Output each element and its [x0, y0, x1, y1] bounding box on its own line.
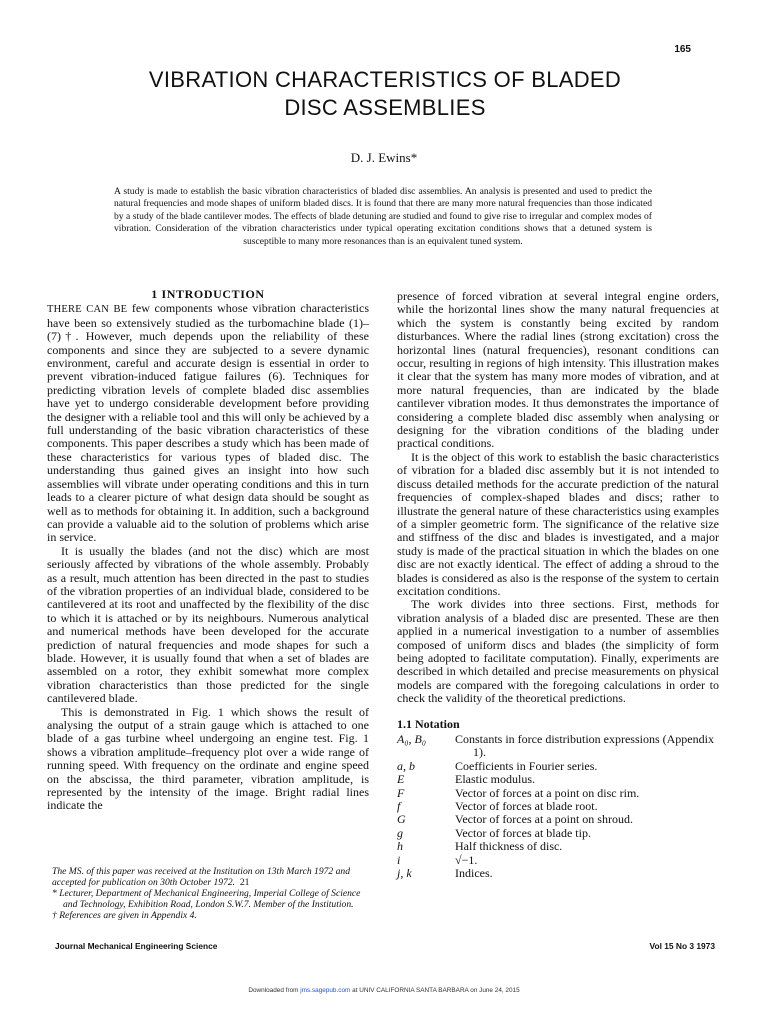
intro-paragraph-2: It is usually the blades (and not the disc) which are most seriously affected by vibrations of the whole assembly. Probably as a result, much attention has been directed in the past to studies of the vibration properties of an individual blade, considered to be cantilevered at its root and unaffected by the flexibility of the disc to which it is attached or by its neighbours. Numerous analytical and numerical methods have been developed for the accurate prediction of natural frequencies and mode shapes for such a blade. However, it is usually found that when a set of blades are assembled on a rotor, they exhibit somewhat more complex vibration characteristics than those predicted for the single cantilevered blade. [47, 543, 369, 706]
paper-title [60, 66, 710, 121]
notation-definition: Elastic modulus. [455, 772, 535, 787]
notation-definition: Indices. [455, 866, 493, 881]
notation-definition: √−1. [455, 852, 478, 867]
intro-paragraph-5: It is the object of this work to establish the basic characteristics of vibration for a bladed disc assembly but it is not intended to discuss detailed methods for the accurate prediction of the natural frequencies of complex-shaped blades and discs; rather to illustrate the general nature of these characteristics using examples of a simpler geometric form. The significance of the relative size and stiffness of the disc and blades is investigated, and a major study is made of the practical situation in which the blades on one disc are not exactly identical. The effect of adding a shroud to the blades is considered as also is the response of the system to certain excitation conditions. [397, 449, 719, 598]
right-column [397, 290, 719, 880]
download-prefix: Downloaded from [248, 987, 301, 994]
notation-symbol: G [397, 812, 406, 827]
footnote-received-number: 21 [239, 877, 250, 888]
footnotes [52, 866, 372, 921]
notation-symbol: a, b [397, 758, 415, 773]
notation-definition: Constants in force distribution expressions (Appendix 1). [455, 732, 714, 760]
footnote-received-text: The MS. of this paper was received at the Institution on 13th March 1972 and accepted for publication on 30th October 1972. [52, 866, 350, 888]
notation-symbol: g [397, 825, 403, 840]
notation-list [397, 733, 719, 880]
intro-paragraph-3: This is demonstrated in Fig. 1 which shows the result of analysing the output of a strain gauge which is attached to one blade of a gas turbine wheel undergoing an engine test. Fig. 1 shows a vibration amplitude–frequency plot over a wide range of running speed. With frequency on the ordinate and engine speed on the abscissa, the third parameter, vibration amplitude, is represented by the intensity of the image. Bright radial lines indicate the [47, 704, 369, 813]
download-suffix: at UNIV CALIFORNIA SANTA BARBARA on June 24, 2015 [350, 987, 520, 994]
title-line-1: VIBRATION CHARACTERISTICS OF BLADED [148, 67, 622, 92]
notation-heading: 1.1 Notation [397, 716, 460, 731]
notation-symbol: j, k [397, 866, 412, 881]
notation-symbol: A₀, B₀ [397, 732, 427, 746]
notation-definition: Vector of forces at blade root. [455, 799, 598, 814]
notation-symbol: h [397, 839, 403, 854]
notation-symbol: E [397, 772, 405, 787]
download-notice [0, 987, 768, 994]
notation-definition: Vector of forces at a point on disc rim. [455, 785, 640, 800]
notation-definition: Vector of forces at blade tip. [455, 825, 591, 840]
notation-definition: Half thickness of disc. [455, 839, 563, 854]
abstract: A study is made to establish the basic vibration characteristics of bladed disc assemblies. An analysis is presented and used to predict the natural frequencies and mode shapes of uniform bladed discs. It is found that there are many more natural frequencies than those indicated by a study of the blade cantilever modes. The effects of blade detuning are studied and found to give rise to irregular and complex modes of vibration. Consideration of the vibration characteristics under typical operating excitation conditions shows that a detuned system is susceptible to many more resonances than is an equivalent tuned system. [114, 186, 652, 247]
intro-paragraph-4: presence of forced vibration at several integral engine orders, while the horizontal lines show the many natural frequencies at which the system is constantly being excited by random disturbances. Where the radial lines (strong excitation) cross the horizontal lines (natural frequencies), resonant conditions can occur, resulting in regions of high intensity. This illustration makes it clear that the system has many more modes of vibration, and at more natural frequencies, than are indicated by the blade cantilever vibration modes. It thus demonstrates the importance of considering a complete bladed disc assembly when analysing or designing for the vibration conditions of the blading under practical conditions. [397, 289, 719, 451]
lead-in: THERE CAN BE [47, 304, 128, 316]
notation-symbol: i [397, 852, 401, 867]
notation-symbol: F [397, 785, 405, 800]
download-link[interactable]: jms.sagepub.com [300, 987, 351, 994]
footnote-received [52, 866, 372, 888]
section-heading-introduction: 1 INTRODUCTION [151, 287, 265, 301]
intro-paragraph-6: The work divides into three sections. First, methods for vibration analysis of a bladed disc are presented. These are then applied in a numerical investigation to a number of assemblies composed of uniform discs and blades (the simplicity of form being adopted to facilitate computation). Finally, experiments are described in which detailed and precise measurements on physical models are compared with the foregoing calculations in order to check the validity of the theoretical predictions. [397, 597, 719, 706]
left-column [47, 288, 369, 813]
notation-definition: Coefficients in Fourier series. [455, 758, 598, 773]
author: D. J. Ewins* [350, 150, 418, 165]
page-number: 165 [674, 44, 691, 55]
notation-definition: Vector of forces at a point on shroud. [455, 812, 633, 827]
footer-journal: Journal Mechanical Engineering Science [55, 941, 218, 951]
footnote-affiliation: * Lecturer, Department of Mechanical Engineering, Imperial College of Science and Technology, Exhibition Road, London S.W.7. Member of the Institution. [52, 888, 361, 910]
footnote-references: † References are given in Appendix 4. [52, 910, 197, 921]
notation-symbol: f [397, 799, 401, 814]
title-line-2: DISC ASSEMBLIES [284, 94, 486, 120]
intro-paragraph-1-text: few components whose vibration characteristics have been so extensively studied as the turbomachine blade (1)–(7)†. However, much depends upon the reliability of these components and since they are subjected to a severe dynamic environment, careful and accurate design is essential in order to prevent vibration-induced fatigue failures (6). Techniques for predicting vibration levels of complete bladed disc assemblies have yet to undergo considerable development before providing the designer with a reliable tool and this will only be achieved by a full understanding of the basic vibration characteristics of these components. This paper describes a study which has been made of these characteristics for various types of bladed disc. The understanding thus gained gives an insight into how such assemblies will vibrate under operating conditions and this in turn leads to a clearer picture of what design data should be sought as well as to methods for obtaining it. In addition, such a background can provide a valuable aid to the solution of problems which arise in service. [47, 301, 369, 545]
footer-volume: Vol 15 No 3 1973 [649, 941, 715, 951]
intro-paragraph-1 [47, 302, 369, 544]
